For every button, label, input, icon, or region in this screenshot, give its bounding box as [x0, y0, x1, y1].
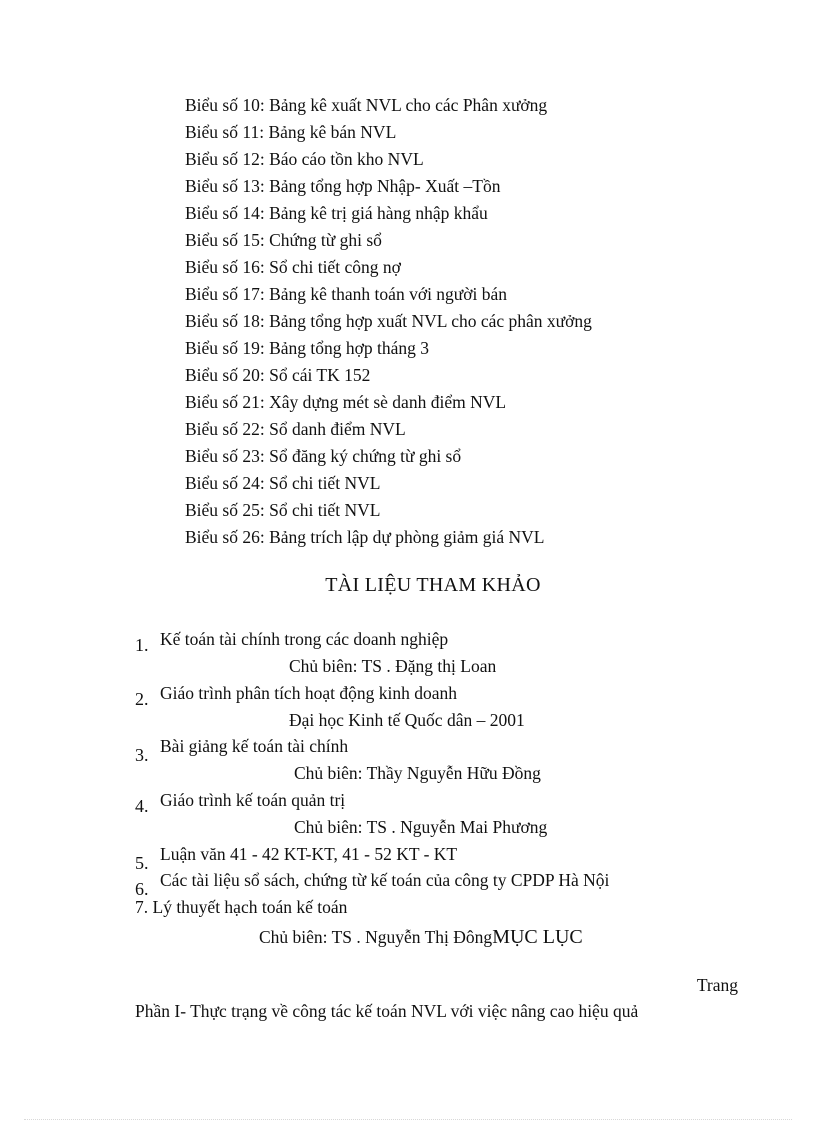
toc-entry-part1: Phần I- Thực trạng về công tác kế toán NVL với việc nâng cao hiệu quả — [135, 1001, 639, 1021]
ref-subtitle-line — [259, 926, 583, 949]
bieu-item: Biểu số 24: Sổ chi tiết NVL — [185, 473, 381, 493]
bieu-item: Biểu số 25: Sổ chi tiết NVL — [185, 500, 381, 520]
bieu-item: Biểu số 16: Sổ chi tiết công nợ — [185, 257, 401, 277]
bieu-list — [185, 93, 592, 552]
ref-subtitle: Chủ biên: TS . Nguyễn Mai Phương — [294, 817, 548, 837]
bieu-item: Biểu số 20: Sổ cái TK 152 — [185, 365, 371, 385]
bieu-item: Biểu số 17: Bảng kê thanh toán với người bán — [185, 284, 508, 304]
bieu-item: Biểu số 10: Bảng kê xuất NVL cho các Phân xưởng — [185, 95, 548, 115]
ref-title: Kế toán tài chính trong các doanh nghiệp — [160, 629, 449, 649]
ref-number: 4. — [135, 796, 149, 816]
ref-title: 7. Lý thuyết hạch toán kế toán — [135, 897, 348, 917]
ref-number: 2. — [135, 689, 149, 709]
bieu-item: Biểu số 13: Bảng tổng hợp Nhập- Xuất –Tồn — [185, 176, 501, 196]
ref-number: 5. — [135, 853, 149, 873]
ref-subtitle: Đại học Kinh tế Quốc dân – 2001 — [289, 710, 525, 730]
bieu-item: Biểu số 19: Bảng tổng hợp tháng 3 — [185, 338, 430, 358]
bieu-item: Biểu số 21: Xây dựng mét sè danh điểm NVL — [185, 392, 507, 412]
toc-title: MỤC LỤC — [492, 926, 583, 948]
bieu-item: Biểu số 15: Chứng từ ghi sổ — [185, 230, 382, 250]
bieu-item: Biểu số 22: Sổ danh điểm NVL — [185, 419, 406, 439]
page-bottom-divider — [24, 1119, 792, 1120]
bieu-item: Biểu số 11: Bảng kê bán NVL — [185, 122, 397, 142]
bieu-item: Biểu số 12: Báo cáo tồn kho NVL — [185, 149, 424, 169]
ref-title: Bài giảng kế toán tài chính — [160, 736, 349, 756]
references-heading: TÀI LIỆU THAM KHẢO — [325, 574, 541, 596]
ref-title: Giáo trình kế toán quản trị — [160, 790, 346, 810]
bieu-item: Biểu số 23: Sổ đăng ký chứng từ ghi sổ — [185, 446, 462, 466]
ref-subtitle: Chủ biên: Thầy Nguyễn Hữu Đồng — [294, 763, 541, 783]
bieu-item: Biểu số 14: Bảng kê trị giá hàng nhập khẩu — [185, 203, 488, 223]
ref-title: Luận văn 41 - 42 KT-KT, 41 - 52 KT - KT — [160, 844, 458, 864]
bieu-item: Biểu số 26: Bảng trích lập dự phòng giảm giá NVL — [185, 527, 545, 547]
ref-number: 6. — [135, 879, 149, 899]
ref-subtitle: Chủ biên: TS . Nguyễn Thị Đông — [259, 927, 493, 947]
ref-number: 3. — [135, 745, 149, 765]
ref-title: Giáo trình phân tích hoạt động kinh doanh — [160, 683, 457, 703]
bieu-item: Biểu số 18: Bảng tổng hợp xuất NVL cho các phân xưởng — [185, 311, 592, 331]
ref-subtitle: Chủ biên: TS . Đặng thị Loan — [289, 656, 497, 676]
ref-number: 1. — [135, 635, 149, 655]
toc-page-label: Trang — [696, 975, 738, 995]
ref-title: Các tài liệu sổ sách, chứng từ kế toán của công ty CPDP Hà Nội — [160, 870, 610, 890]
